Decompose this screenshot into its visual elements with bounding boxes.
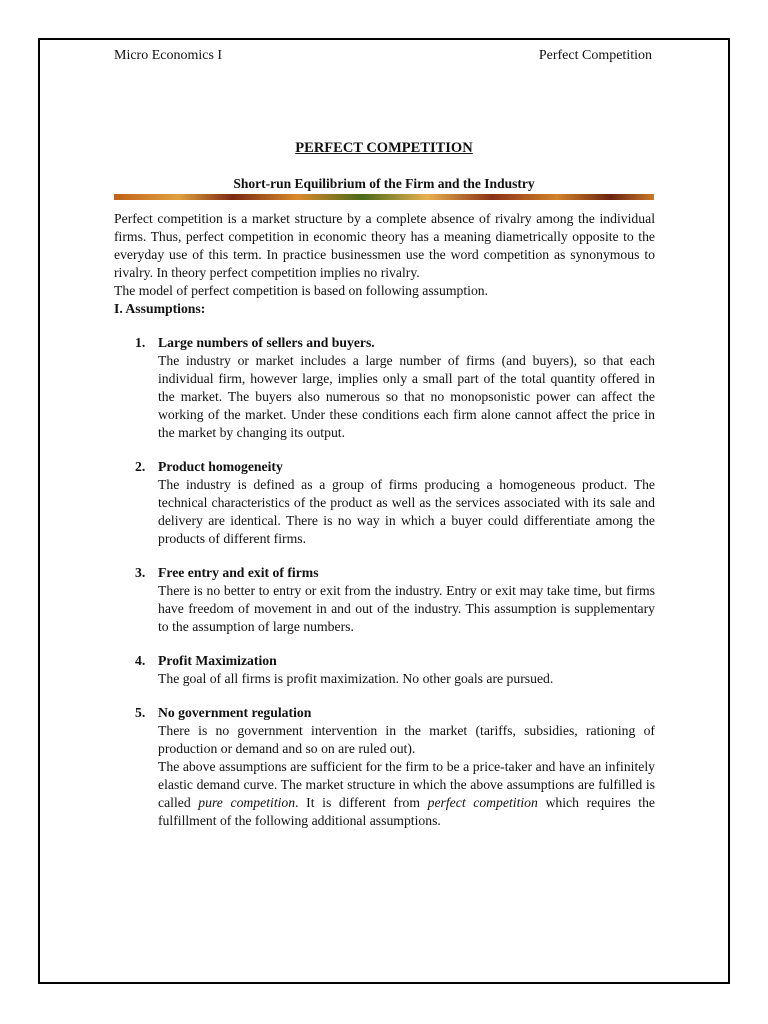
page-header — [114, 48, 652, 64]
item-title: No government regulation — [158, 705, 312, 720]
term-pure-competition: pure competition — [198, 795, 296, 810]
item-number: 3. — [135, 565, 146, 580]
conclusion-text-3: which requires the fulfillment of the following additional assumptions. — [158, 795, 655, 828]
conclusion-paragraph — [158, 758, 655, 830]
item-title: Large numbers of sellers and buyers. — [158, 335, 375, 350]
list-item — [114, 652, 655, 688]
intro-paragraph: Perfect competition is a market structure by a complete absence of rivalry among the individual firms. Thus, perfect competition in economic theory has a meaning diametrically opposite to the everyday use of this term. In practice businessmen use the word competition as synonymous to rivalry. In theory perfect competition implies no rivalry. — [114, 211, 655, 280]
intro-paragraph-2: The model of perfect competition is based on following assumption. — [114, 283, 489, 298]
item-text: There is no better to entry or exit from the industry. Entry or exit may take time, but firms have freedom of movement in and out of the industry. This assumption is supplementary to the assumption of large numbers. — [158, 583, 655, 634]
item-number: 4. — [135, 653, 146, 668]
item-number: 1. — [135, 335, 146, 350]
item-number: 5. — [135, 705, 146, 720]
document-title: PERFECT COMPETITION — [295, 140, 473, 156]
item-title: Product homogeneity — [158, 459, 283, 474]
document-subtitle: Short-run Equilibrium of the Firm and the Industry — [233, 176, 535, 191]
item-text: There is no government intervention in the market (tariffs, subsidies, rationing of production or demand and so on are ruled out). — [158, 723, 655, 756]
list-item — [114, 564, 655, 636]
list-item — [114, 334, 655, 442]
item-title: Profit Maximization — [158, 653, 277, 668]
list-item — [114, 458, 655, 548]
conclusion-text-1: The above assumptions are sufficient for the firm to be a price-taker and have an infinitely elastic demand curve. The market structure in which the above assumptions are fulfilled is called — [158, 759, 655, 810]
list-item — [114, 704, 655, 830]
item-title: Free entry and exit of firms — [158, 565, 319, 580]
term-perfect-competition: perfect competition — [427, 795, 538, 810]
section-heading: I. Assumptions: — [114, 301, 206, 316]
assumptions-list — [114, 334, 655, 830]
item-text: The goal of all firms is profit maximization. No other goals are pursued. — [158, 671, 554, 686]
item-number: 2. — [135, 459, 146, 474]
header-course: Micro Economics I — [114, 48, 223, 63]
item-text: The industry or market includes a large number of firms (and buyers), so that each individual firm, however large, implies only a small part of the total quantity offered in the market. The buyers also numerous so that no monopsonistic power can affect the working of the market. Under these conditions each firm alone cannot affect the price in the market by changing its output. — [158, 353, 655, 440]
item-text: The industry is defined as a group of firms producing a homogeneous product. The technical characteristics of the product as well as the services associated with its sale and delivery are identical. There is no way in which a buyer could differentiate among the products of different firms. — [158, 477, 655, 546]
header-topic: Perfect Competition — [538, 48, 652, 63]
decorative-divider — [114, 194, 654, 200]
document-body — [114, 210, 655, 846]
conclusion-text-2: . It is different from — [295, 795, 428, 810]
